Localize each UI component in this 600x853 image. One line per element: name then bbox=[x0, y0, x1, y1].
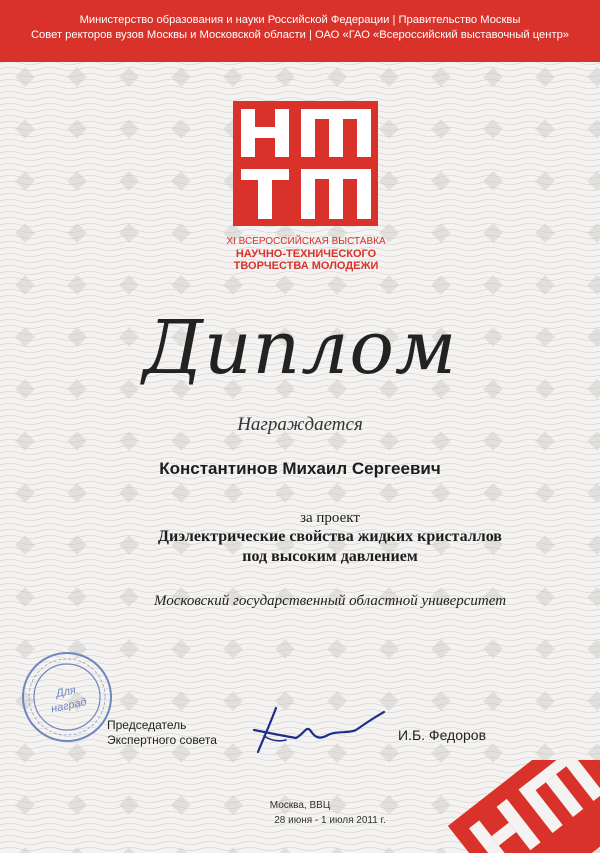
project-title-line-1: Диэлектрические свойства жидких кристаллов bbox=[158, 528, 502, 545]
logo-caption-3: ТВОРЧЕСТВА МОЛОДЕЖИ bbox=[233, 260, 379, 272]
signer-name: И.Б. Федоров bbox=[398, 727, 487, 743]
chair-label bbox=[107, 718, 217, 748]
signature-icon bbox=[244, 700, 394, 755]
diploma-title: Диплом bbox=[142, 305, 458, 391]
header-line-2: Совет ректоров вузов Москвы и Московской области | ОАО «ГАО «Всероссийский выставочный центр» bbox=[30, 29, 570, 41]
corner-logo-decoration bbox=[430, 760, 600, 853]
header-line-1: Министерство образования и науки Российской Федерации | Правительство Москвы bbox=[79, 14, 521, 26]
svg-text:наград: наград bbox=[50, 696, 88, 716]
recipient-name: Константинов Михаил Сергеевич bbox=[159, 459, 441, 478]
event-dates: 28 июня - 1 июля 2011 г. bbox=[274, 815, 386, 826]
svg-text:Для: Для bbox=[55, 684, 77, 701]
stamp-icon bbox=[20, 650, 114, 744]
exhibition-logo bbox=[233, 101, 378, 226]
awarded-label: Награждается bbox=[237, 414, 363, 435]
chair-label-line-1: Председатель bbox=[107, 718, 187, 732]
logo-caption-2: НАУЧНО-ТЕХНИЧЕСКОГО bbox=[235, 248, 377, 260]
event-place: Москва, ВВЦ bbox=[269, 800, 331, 811]
for-project-label: за проект bbox=[300, 510, 360, 526]
project-title-line-2: под высоким давлением bbox=[242, 548, 418, 565]
chair-label-line-2: Экспертного совета bbox=[107, 733, 217, 747]
logo-caption-1: XI ВСЕРОССИЙСКАЯ ВЫСТАВКА bbox=[226, 236, 386, 247]
university-name: Московский государственный областной университет bbox=[153, 593, 507, 609]
project-title bbox=[0, 527, 600, 567]
